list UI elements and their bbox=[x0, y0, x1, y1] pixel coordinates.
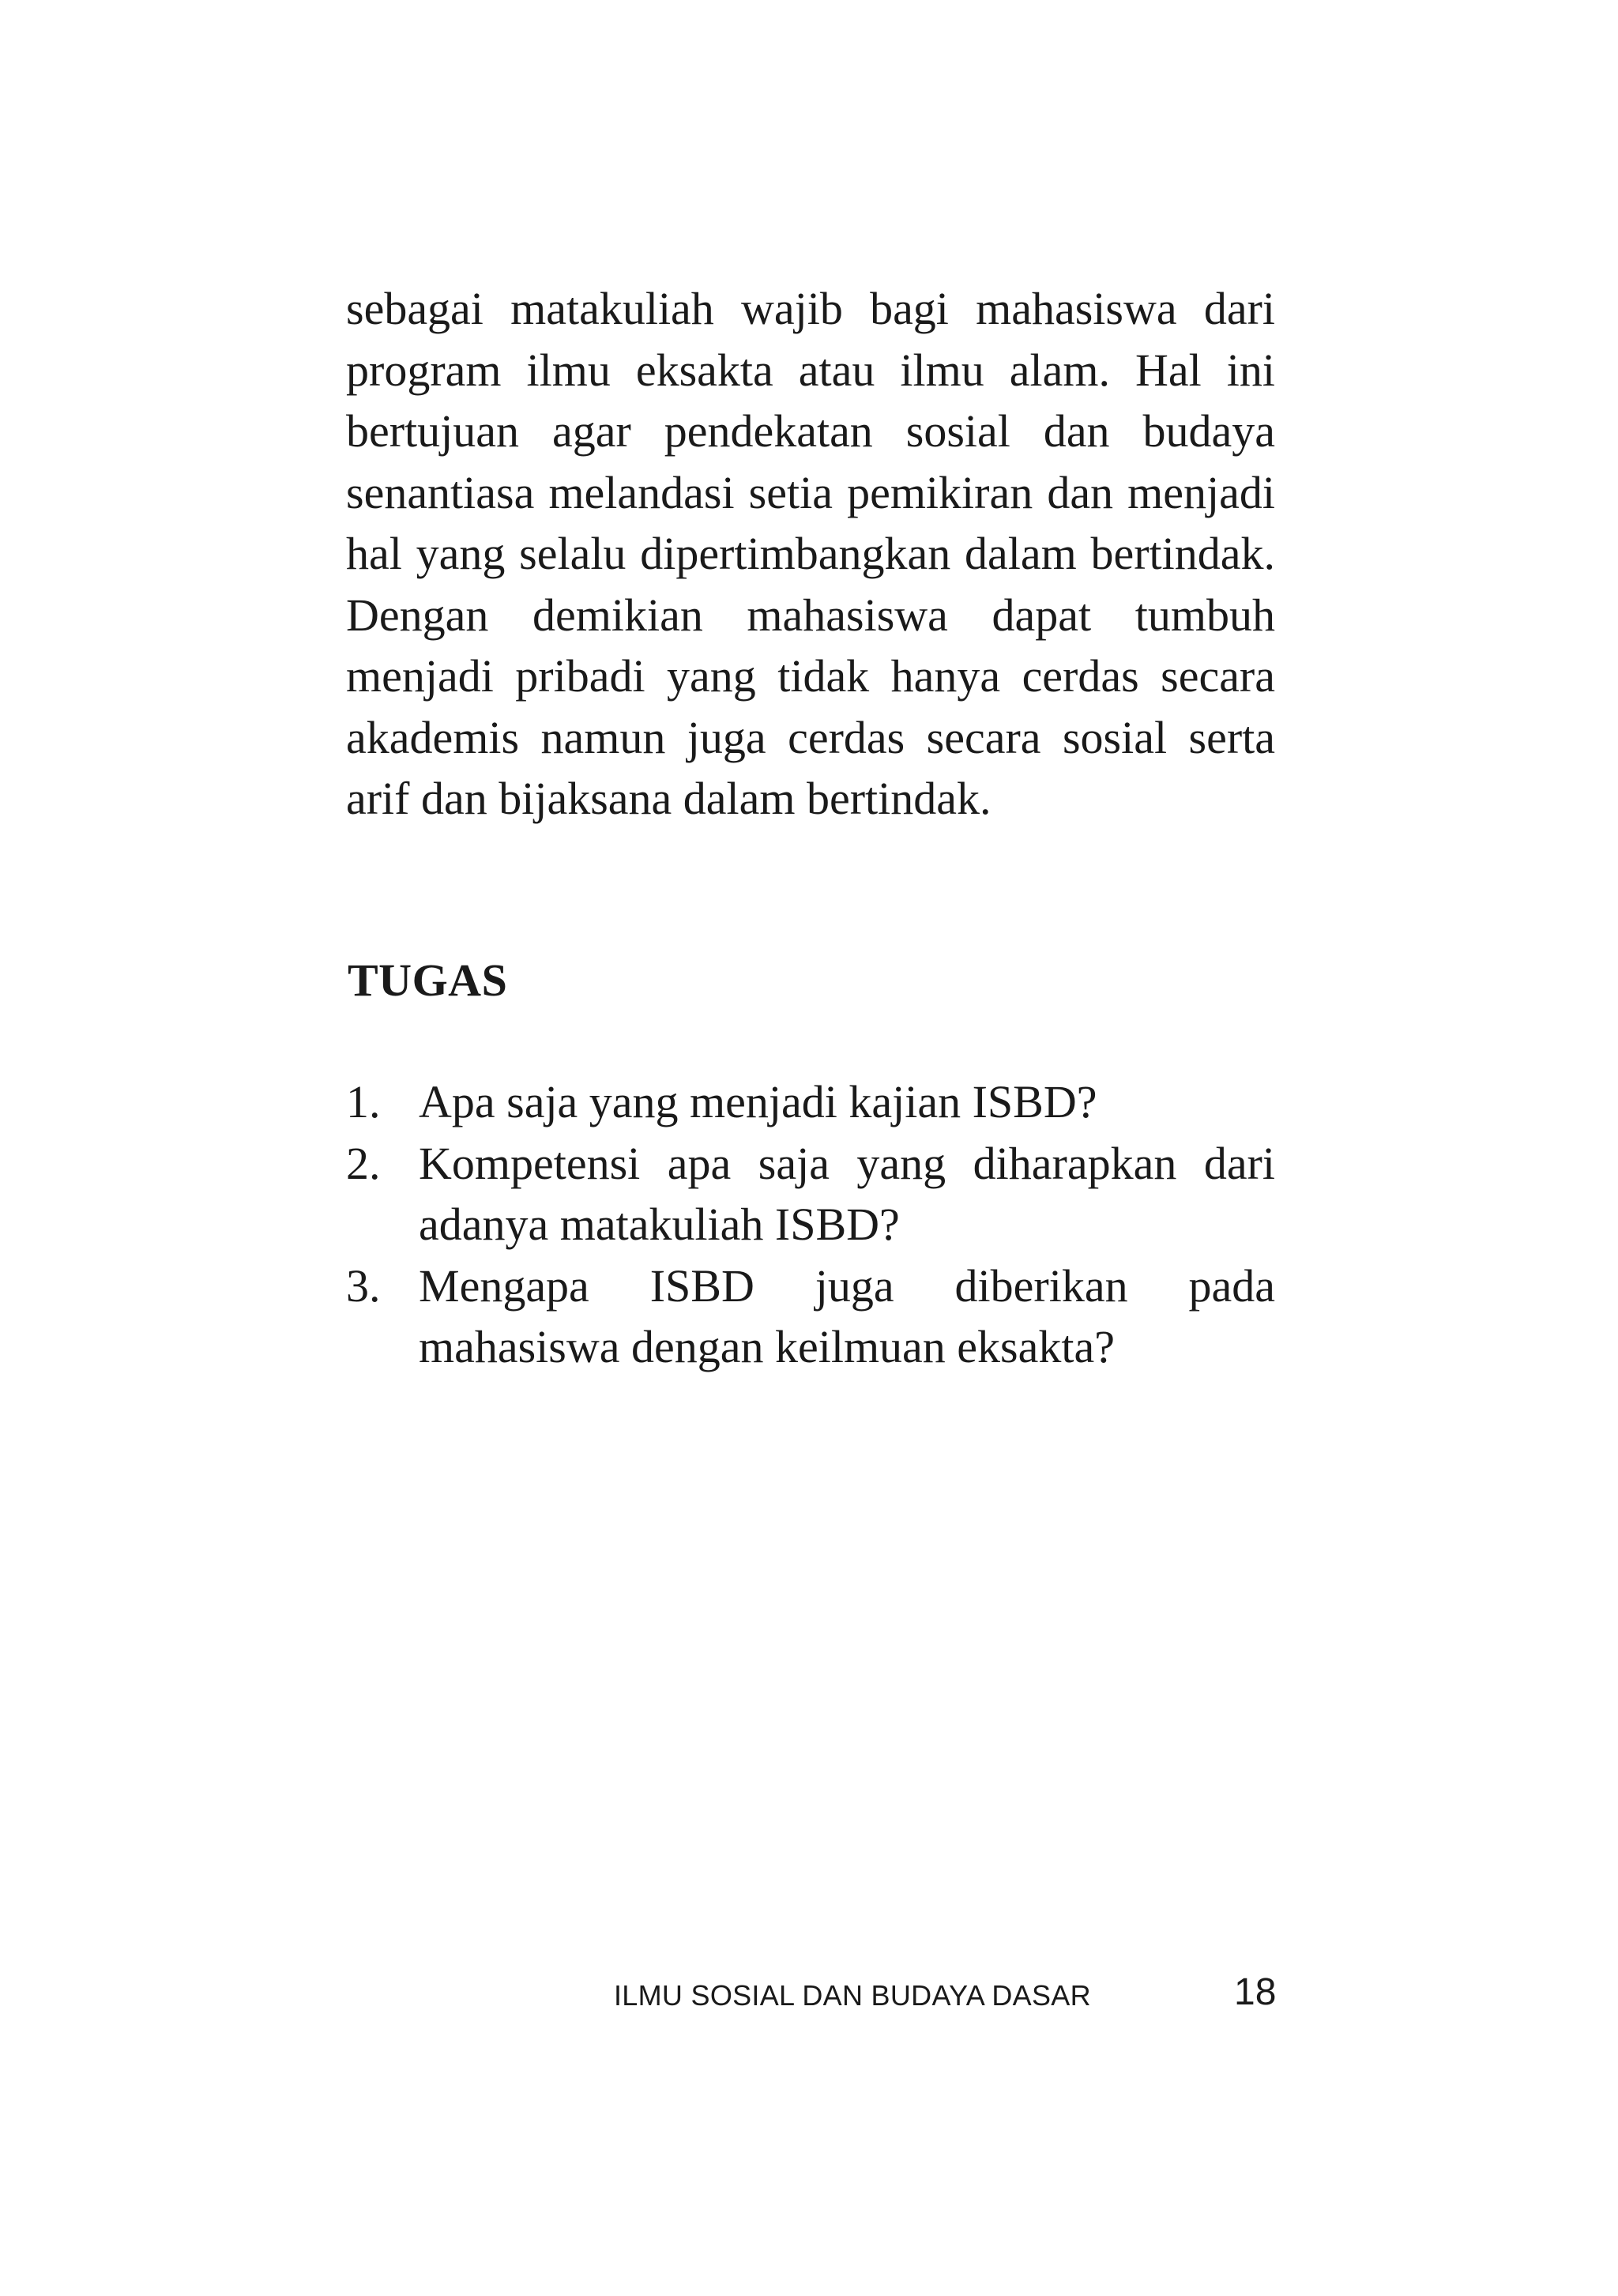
list-item-text: Apa saja yang menjadi kajian ISBD? bbox=[419, 1076, 1097, 1127]
body-text-column bbox=[346, 278, 1275, 830]
page-number: 18 bbox=[1234, 1971, 1277, 2013]
list-item bbox=[346, 1071, 1275, 1133]
task-list bbox=[346, 1071, 1275, 1378]
list-item-text: Mengapa ISBD juga diberikan pada mahasiswa dengan keilmuan eksakta? bbox=[419, 1259, 1275, 1372]
list-item-number: 1. bbox=[346, 1076, 381, 1127]
list-item-text: Kompetensi apa saja yang diharapkan dari adanya matakuliah ISBD? bbox=[419, 1137, 1275, 1250]
list-item bbox=[346, 1133, 1275, 1255]
running-footer-title: ILMU SOSIAL DAN BUDAYA DASAR bbox=[614, 1979, 1091, 2012]
list-item bbox=[346, 1255, 1275, 1378]
body-paragraph: sebagai matakuliah wajib bagi mahasiswa dari program ilmu eksakta atau ilmu alam. Hal ini bertujuan agar pendekatan sosial dan budaya senantiasa melandasi setia pemikiran dan menjadi hal yang selalu dipertimbangkan dalam bertindak. Dengan demikian mahasiswa dapat tumbuh menjadi pribadi yang tidak hanya cerdas secara akademis namun juga cerdas secara sosial serta arif dan bijaksana dalam bertindak. bbox=[346, 283, 1275, 824]
list-item-number: 3. bbox=[346, 1259, 381, 1312]
section-heading: TUGAS bbox=[348, 954, 508, 1006]
list-item-number: 2. bbox=[346, 1137, 381, 1189]
